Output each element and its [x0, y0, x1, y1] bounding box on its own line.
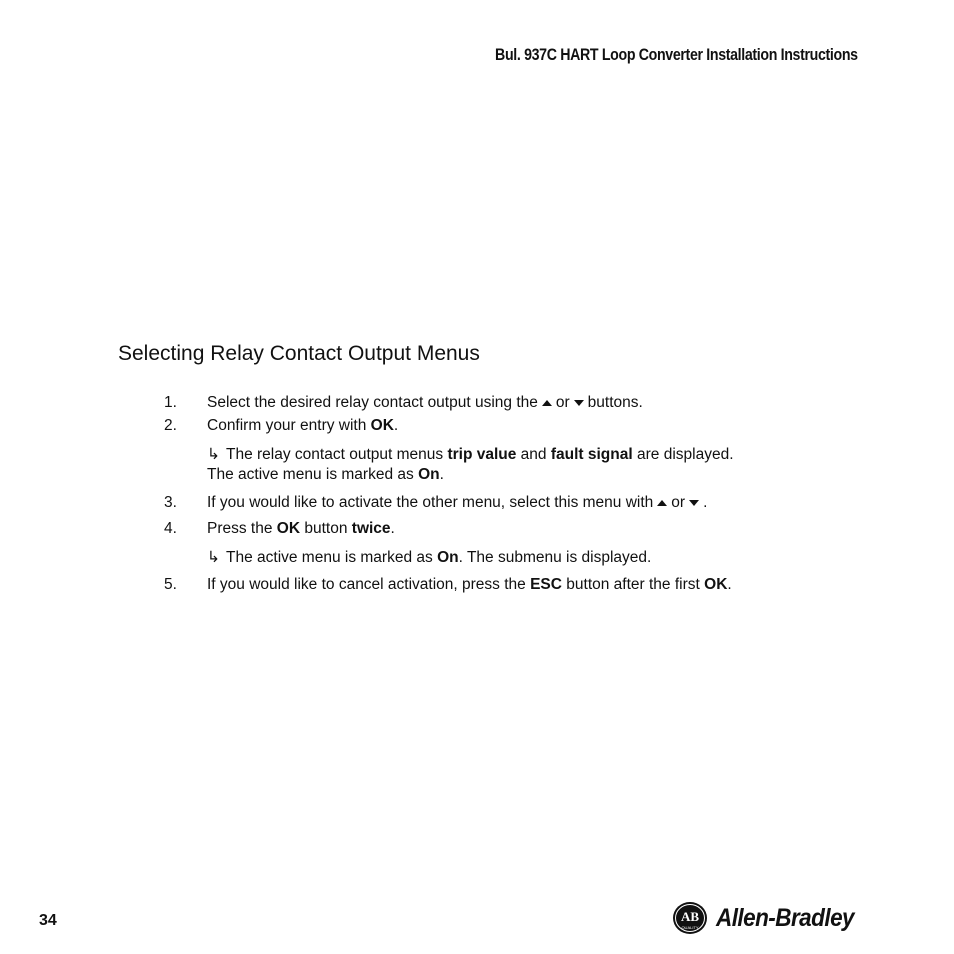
svg-text:QUALITY: QUALITY	[681, 925, 699, 930]
step-number: 1.	[164, 394, 177, 411]
step-2-result: ↳ The relay contact output menus trip value and fault signal are displayed.	[207, 446, 734, 463]
step-3-text: If you would like to activate the other menu, select this menu with or .	[207, 494, 708, 511]
step-2-text: Confirm your entry with OK.	[207, 417, 399, 434]
up-triangle-icon	[542, 400, 552, 406]
step-2-result-line2: The active menu is marked as On.	[207, 466, 444, 483]
step-number: 3.	[164, 494, 177, 511]
result-arrow-icon: ↳	[207, 446, 220, 463]
step-1-text: Select the desired relay contact output using the or buttons.	[207, 394, 643, 411]
up-triangle-icon	[657, 500, 667, 506]
brand-name: Allen-Bradley	[716, 903, 855, 932]
step-4-result: ↳ The active menu is marked as On. The submenu is displayed.	[207, 549, 652, 566]
ab-logo-icon	[672, 900, 708, 936]
step-number: 5.	[164, 576, 177, 593]
step-number: 4.	[164, 520, 177, 537]
step-5-text: If you would like to cancel activation, press the ESC button after the first OK.	[207, 576, 732, 593]
down-triangle-icon	[689, 500, 699, 506]
allen-bradley-logo	[672, 900, 869, 936]
section-title: Selecting Relay Contact Output Menus	[118, 342, 480, 365]
running-header: Bul. 937C HART Loop Converter Installation Instructions	[495, 46, 858, 64]
result-arrow-icon: ↳	[207, 549, 220, 566]
down-triangle-icon	[574, 400, 584, 406]
step-number: 2.	[164, 417, 177, 434]
page-number: 34	[39, 912, 57, 929]
step-4-text: Press the OK button twice.	[207, 520, 395, 537]
svg-text:AB: AB	[680, 909, 700, 924]
